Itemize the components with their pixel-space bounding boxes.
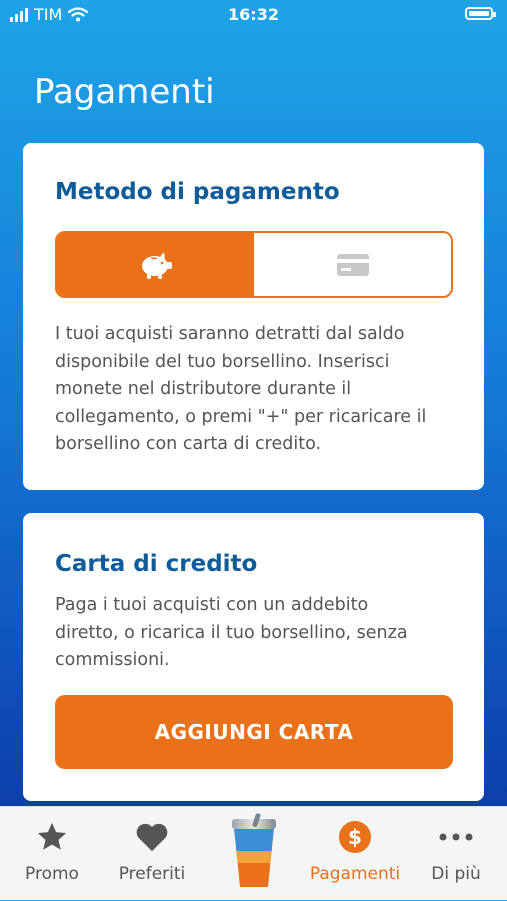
payment-method-title: Metodo di pagamento <box>55 179 340 205</box>
tab-di-piu[interactable] <box>418 807 494 901</box>
tab-label: Di più <box>431 864 481 884</box>
credit-card-icon <box>336 253 370 277</box>
credit-card-description <box>55 592 455 675</box>
description-line: diretto, o ricarica il tuo borsellino, senza <box>55 622 408 643</box>
dollar-icon <box>337 819 373 855</box>
carrier-label: TIM <box>34 5 63 24</box>
tab-bar <box>0 806 507 900</box>
credit-card-title: Carta di credito <box>55 551 258 577</box>
status-bar <box>0 0 507 30</box>
tab-label: Promo <box>25 864 79 884</box>
tab-label: Preferiti <box>118 864 186 884</box>
description-line: disponibile del tuo borsellino. Inserisci <box>55 351 390 372</box>
tab-label: Pagamenti <box>309 864 401 884</box>
description-line: I tuoi acquisti saranno detratti dal saldo <box>55 324 405 344</box>
description-line: borsellino con carta di credito. <box>55 434 322 454</box>
payment-method-description <box>55 321 455 459</box>
tab-home-cup[interactable] <box>224 807 284 901</box>
battery-icon <box>465 7 493 20</box>
piggy-bank-icon <box>138 250 174 280</box>
tab-promo[interactable] <box>14 807 90 901</box>
star-icon <box>34 819 70 855</box>
description-line: collegamento, o premi "+" per ricaricare il <box>55 406 427 427</box>
cup-icon <box>228 813 280 889</box>
page-title: Pagamenti <box>34 72 215 112</box>
credit-card-card <box>23 513 484 801</box>
payment-method-toggle <box>55 231 453 298</box>
description-line: monete nel distributore durante il <box>55 379 352 399</box>
tab-pagamenti[interactable] <box>304 807 406 901</box>
payment-method-card <box>23 143 484 490</box>
credit-card-option[interactable] <box>254 233 451 296</box>
tab-preferiti[interactable] <box>106 807 198 901</box>
wallet-option[interactable] <box>57 233 254 296</box>
svg-text:$: $ <box>348 825 362 849</box>
heart-icon <box>134 819 170 855</box>
status-time: 16:32 <box>228 5 279 24</box>
description-line: commissioni. <box>55 650 170 670</box>
more-icon <box>438 819 474 855</box>
add-card-button[interactable]: AGGIUNGI CARTA <box>55 695 453 769</box>
description-line: Paga i tuoi acquisti con un addebito <box>55 595 369 615</box>
